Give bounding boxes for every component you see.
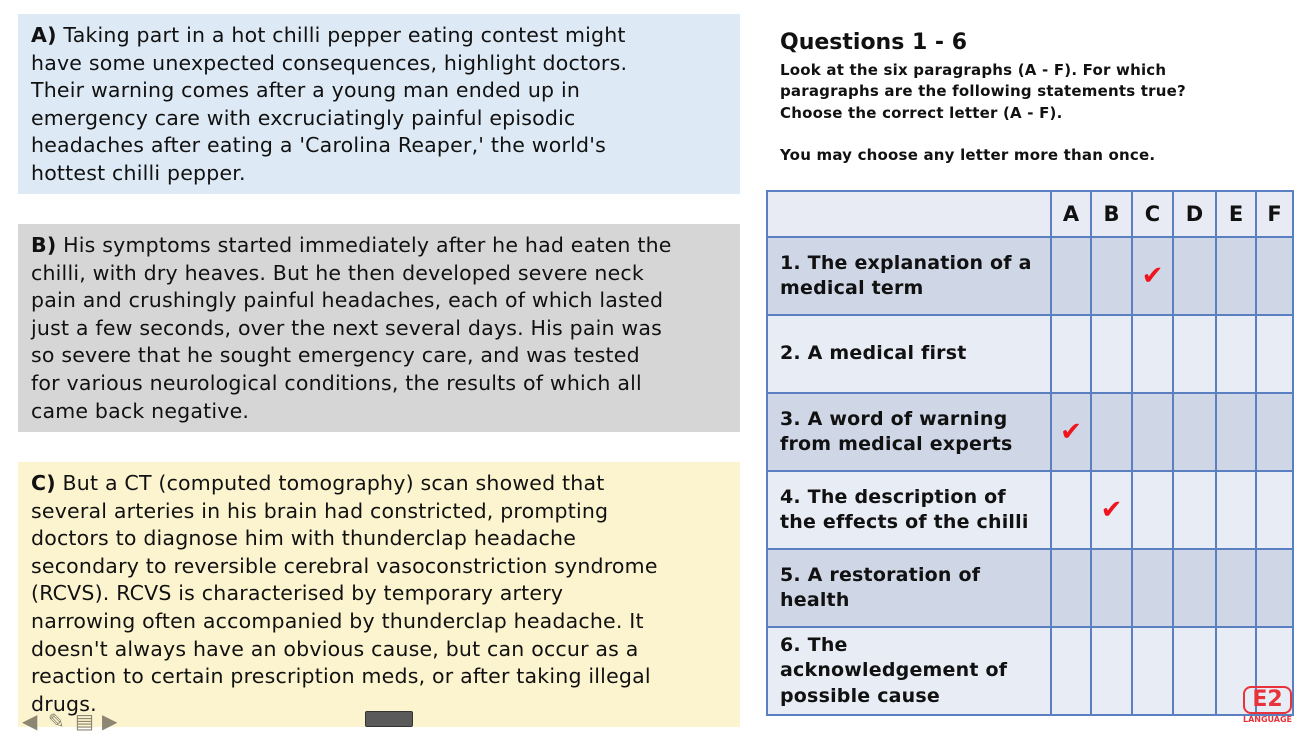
paragraph-text: have some unexpected consequences, highlight doctors.	[31, 50, 628, 75]
answer-cell-a[interactable]	[1051, 471, 1091, 549]
paragraph-text: secondary to reversible cerebral vasoconstriction syndrome	[31, 553, 658, 578]
paragraph-line	[31, 315, 728, 343]
column-header-a: A	[1051, 191, 1091, 237]
paragraph-line	[31, 50, 728, 78]
paragraph-letter: B)	[31, 233, 57, 257]
paragraph-line	[31, 105, 728, 133]
paragraph-text: came back negative.	[31, 398, 250, 423]
answer-cell-f[interactable]	[1256, 471, 1293, 549]
paragraph-line	[31, 160, 728, 188]
checkmark-icon: ✔	[1141, 261, 1164, 291]
paragraph-line	[31, 636, 728, 664]
column-header-f: F	[1256, 191, 1293, 237]
question-text: 4. The description of	[780, 485, 1006, 508]
question-text: medical term	[780, 277, 924, 299]
paragraph-letter: C)	[31, 471, 56, 495]
paragraph-c	[18, 462, 740, 727]
questions-instructions	[780, 60, 1186, 166]
answer-cell-e[interactable]	[1216, 549, 1256, 627]
paragraph-text: drugs.	[31, 691, 97, 716]
question-row	[767, 549, 1293, 627]
paragraph-a	[18, 14, 740, 194]
paragraph-text: (RCVS). RCVS is characterised by temporary artery	[31, 581, 564, 606]
column-header-d: D	[1173, 191, 1216, 237]
answer-cell-f[interactable]	[1256, 549, 1293, 627]
paragraph-line	[31, 232, 728, 260]
question-label	[767, 471, 1051, 549]
question-text: 5. A restoration of	[780, 563, 981, 586]
answer-grid	[766, 190, 1294, 716]
question-label	[767, 627, 1051, 715]
paragraph-text: pain and crushingly painful headaches, each of which lasted	[31, 288, 664, 313]
paragraph-line	[31, 398, 728, 426]
question-text: from medical experts	[780, 433, 1013, 455]
paragraph-text: narrowing often accompanied by thunderclap headache. It	[31, 608, 644, 633]
question-label	[767, 237, 1051, 315]
answer-cell-f[interactable]	[1256, 393, 1293, 471]
instruction-line: paragraphs are the following statements true?	[780, 82, 1186, 101]
menu-icon[interactable]: ▤	[75, 709, 94, 733]
paragraph-line	[31, 342, 728, 370]
answer-cell-a[interactable]	[1051, 627, 1091, 715]
paragraph-text: But a CT (computed tomography) scan showed that	[62, 471, 605, 495]
paragraph-text: just a few seconds, over the next several days. His pain was	[31, 315, 663, 340]
answer-cell-e[interactable]	[1216, 315, 1256, 393]
paragraph-line	[31, 553, 728, 581]
answer-cell-c[interactable]	[1132, 315, 1173, 393]
paragraph-text: for various neurological conditions, the results of which all	[31, 370, 642, 395]
answer-cell-a[interactable]	[1051, 237, 1091, 315]
column-header-e: E	[1216, 191, 1256, 237]
paragraph-line	[31, 77, 728, 105]
question-row	[767, 393, 1293, 471]
question-text: health	[780, 589, 850, 611]
paragraph-line	[31, 260, 728, 288]
answer-cell-f[interactable]	[1256, 237, 1293, 315]
paragraph-line	[31, 470, 728, 498]
checkmark-icon: ✔	[1100, 495, 1123, 525]
player-control-bar[interactable]	[365, 711, 413, 727]
column-header-b: B	[1091, 191, 1132, 237]
column-header-c: C	[1132, 191, 1173, 237]
question-text: possible cause	[780, 684, 941, 707]
answer-cell-a[interactable]	[1051, 315, 1091, 393]
question-row	[767, 237, 1293, 315]
pen-icon[interactable]: ✎	[48, 709, 65, 733]
answer-cell-b[interactable]	[1091, 393, 1132, 471]
paragraph-text: His symptoms started immediately after he had eaten the	[63, 233, 672, 257]
question-text: 3. A word of warning	[780, 407, 1008, 430]
question-row	[767, 315, 1293, 393]
paragraph-line	[31, 580, 728, 608]
answer-cell-d[interactable]	[1173, 237, 1216, 315]
answer-cell-c[interactable]	[1132, 471, 1173, 549]
answer-cell-e[interactable]	[1216, 237, 1256, 315]
answer-cell-b[interactable]	[1091, 549, 1132, 627]
question-text: 1. The explanation of a	[780, 251, 1032, 274]
question-text: 2. A medical first	[780, 342, 967, 365]
answer-cell-d[interactable]	[1173, 315, 1216, 393]
question-label	[767, 315, 1051, 393]
paragraph-text: chilli, with dry heaves. But he then developed severe neck	[31, 260, 644, 285]
back-arrow-icon[interactable]: ◀	[22, 709, 38, 733]
paragraph-line	[31, 608, 728, 636]
paragraph-line	[31, 663, 728, 691]
paragraph-text: so severe that he sought emergency care, and was tested	[31, 343, 640, 368]
answer-cell-f[interactable]	[1256, 315, 1293, 393]
paragraph-line	[31, 370, 728, 398]
answer-cell-c[interactable]	[1132, 237, 1173, 315]
question-label	[767, 393, 1051, 471]
grid-corner	[767, 191, 1051, 237]
instruction-line: You may choose any letter more than once.	[780, 146, 1156, 165]
paragraph-text: emergency care with excruciatingly painful episodic	[31, 105, 576, 130]
answer-cell-e[interactable]	[1216, 393, 1256, 471]
question-row	[767, 627, 1293, 715]
paragraph-line	[31, 132, 728, 160]
answer-cell-b[interactable]	[1091, 315, 1132, 393]
answer-cell-d[interactable]	[1173, 549, 1216, 627]
checkmark-icon: ✔	[1060, 417, 1082, 447]
paragraph-line	[31, 498, 728, 526]
answer-cell-a[interactable]	[1051, 393, 1091, 471]
answer-cell-b[interactable]	[1091, 627, 1132, 715]
paragraph-text: several arteries in his brain had constricted, prompting	[31, 498, 609, 523]
instruction-line: Choose the correct letter (A - F).	[780, 103, 1063, 122]
paragraph-b	[18, 224, 740, 432]
logo-text: LANGUAGE	[1243, 715, 1293, 724]
question-text: acknowledgement of	[780, 659, 1008, 682]
questions-title: Questions 1 - 6	[780, 30, 968, 55]
question-text: 6. The	[780, 633, 848, 656]
answer-cell-b[interactable]	[1091, 471, 1132, 549]
answer-cell-d[interactable]	[1173, 627, 1216, 715]
paragraph-letter: A)	[31, 23, 57, 47]
instruction-line: Look at the six paragraphs (A - F). For which	[780, 61, 1167, 79]
paragraph-line	[31, 22, 728, 50]
logo-mark: E2	[1243, 686, 1292, 714]
paragraph-text: headaches after eating a 'Carolina Reaper,' the world's	[31, 133, 606, 158]
answer-cell-c[interactable]	[1132, 549, 1173, 627]
e2-language-logo	[1243, 686, 1292, 724]
paragraph-text: reaction to certain prescription meds, or after taking illegal	[31, 664, 651, 689]
paragraph-text: Taking part in a hot chilli pepper eating contest might	[63, 23, 626, 47]
answer-cell-c[interactable]	[1132, 627, 1173, 715]
paragraph-line	[31, 287, 728, 315]
paragraph-text: doctors to diagnose him with thunderclap headache	[31, 526, 577, 551]
paragraph-text: doesn't always have an obvious cause, but can occur as a	[31, 636, 639, 661]
paragraph-line	[31, 525, 728, 553]
answer-cell-a[interactable]	[1051, 549, 1091, 627]
question-text: the effects of the chilli	[780, 511, 1029, 533]
question-label	[767, 549, 1051, 627]
paragraph-text: hottest chilli pepper.	[31, 160, 246, 185]
answer-cell-d[interactable]	[1173, 471, 1216, 549]
answer-cell-b[interactable]	[1091, 237, 1132, 315]
paragraph-text: Their warning comes after a young man ended up in	[31, 78, 581, 103]
answer-cell-d[interactable]	[1173, 393, 1216, 471]
answer-cell-e[interactable]	[1216, 471, 1256, 549]
instruction-line	[780, 124, 1186, 145]
answer-cell-c[interactable]	[1132, 393, 1173, 471]
forward-arrow-icon[interactable]: ▶	[102, 709, 118, 733]
question-row	[767, 471, 1293, 549]
